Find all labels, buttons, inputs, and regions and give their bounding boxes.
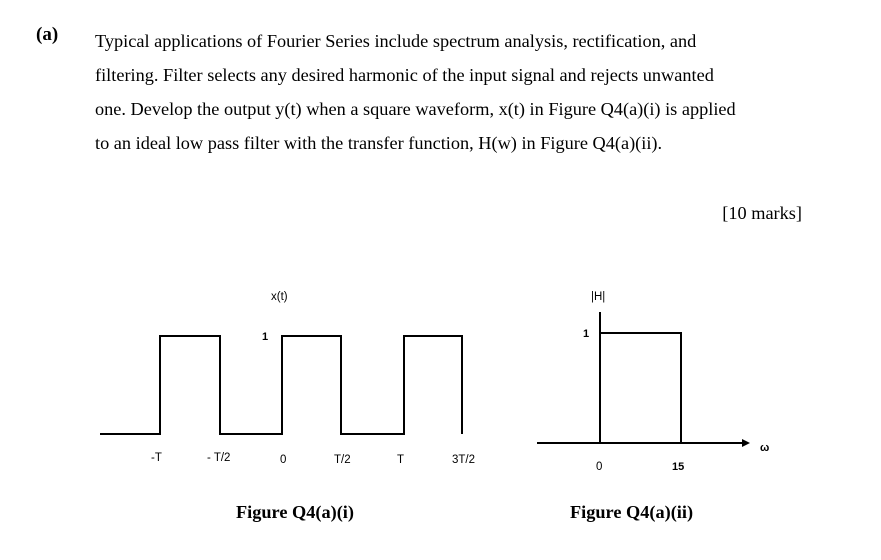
figure-caption: Figure Q4(a)(ii) bbox=[570, 502, 694, 522]
tick-label: -T bbox=[151, 452, 162, 464]
x-axis-label: x(t) bbox=[271, 291, 288, 303]
omega-label: ω bbox=[760, 442, 770, 454]
filter-response bbox=[600, 333, 681, 443]
axis-arrowhead bbox=[742, 439, 750, 447]
figure-caption: Figure Q4(a)(i) bbox=[236, 502, 354, 522]
part-label: (a) bbox=[36, 24, 59, 45]
magnitude-label: |H| bbox=[591, 291, 606, 303]
tick-label: 15 bbox=[672, 461, 685, 473]
tick-label: 0 bbox=[280, 454, 287, 466]
tick-label: T bbox=[397, 454, 405, 466]
question-line: one. Develop the output y(t) when a square waveform, x(t) in Figure Q4(a)(i) is applied bbox=[95, 99, 736, 119]
amplitude-label: 1 bbox=[583, 328, 590, 340]
question-line: to an ideal low pass filter with the transfer function, H(w) in Figure Q4(a)(ii). bbox=[95, 133, 663, 153]
tick-label: - T/2 bbox=[207, 452, 231, 464]
question-line: Typical applications of Fourier Series include spectrum analysis, rectification, and bbox=[95, 31, 697, 51]
marks-label: [10 marks] bbox=[722, 203, 802, 223]
amplitude-label: 1 bbox=[262, 331, 269, 343]
question-line: filtering. Filter selects any desired harmonic of the input signal and rejects unwanted bbox=[95, 65, 714, 85]
tick-label: T/2 bbox=[334, 454, 351, 466]
tick-label: 3T/2 bbox=[452, 454, 476, 466]
tick-label: 0 bbox=[596, 461, 603, 473]
